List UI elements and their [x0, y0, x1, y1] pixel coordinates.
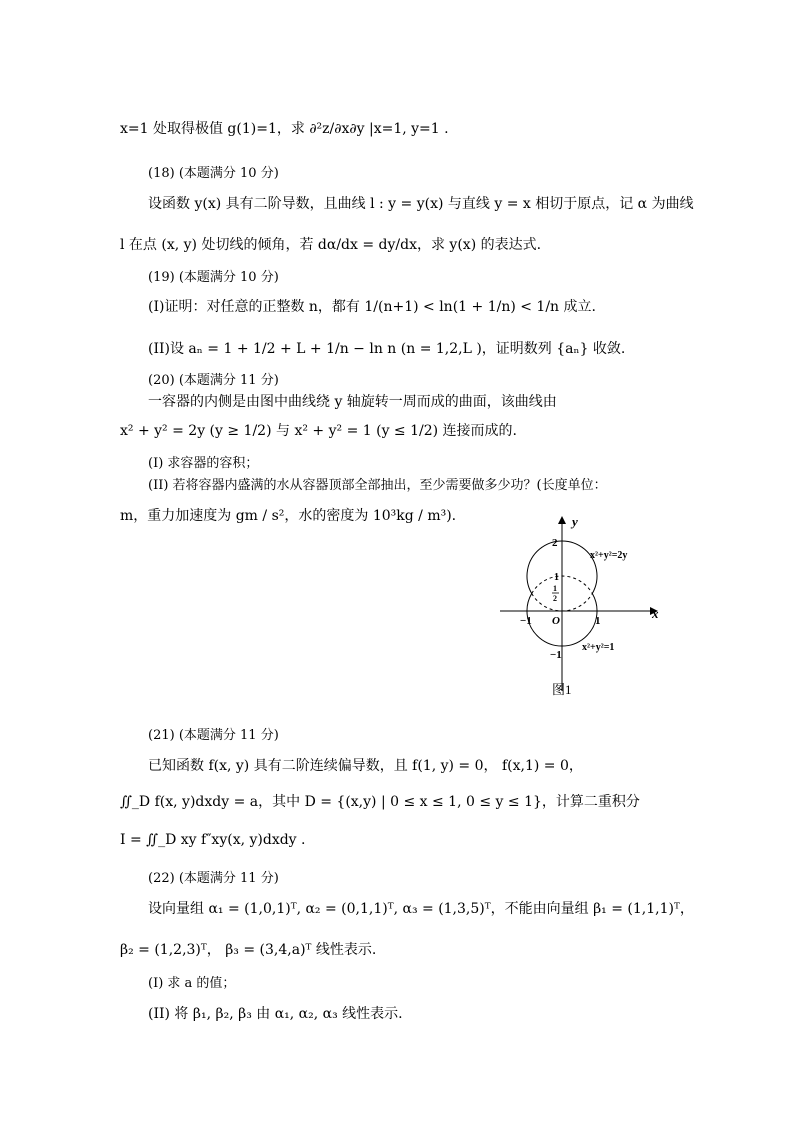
line-q17-tail: x=1 处取得极值 g(1)=1，求 ∂²z/∂x∂y |x=1, y=1 .: [120, 121, 449, 137]
q22-heading: (22) (本题满分 11 分): [148, 871, 279, 886]
q22-part-2: (II) 将 β₁, β₂, β₃ 由 α₁, α₂, α₃ 线性表示.: [148, 1006, 403, 1022]
x-axis-label: x: [652, 606, 659, 621]
y-arrow-icon: [558, 516, 566, 524]
q22-text-1: 设向量组 α₁ = (1,0,1)ᵀ, α₂ = (0,1,1)ᵀ, α₃ = (1,3,5)ᵀ，不能由向量组 β₁ = (1,1,1)ᵀ，: [148, 901, 694, 917]
tick-2: 2: [552, 537, 558, 549]
q21-heading: (21) (本题满分 11 分): [148, 728, 279, 743]
tick-1-y: 1: [554, 572, 559, 583]
figure-caption: 图1: [552, 682, 572, 697]
q18-heading: (18) (本题满分 10 分): [148, 166, 279, 181]
q22-part-1: (I) 求 a 的值；: [148, 976, 236, 991]
figure-1: [490, 506, 680, 706]
q20-part-2: (II) 若将容器内盛满的水从容器顶部全部抽出，至少需要做多少功？(长度单位：: [148, 478, 607, 493]
origin-label: O: [552, 615, 560, 627]
q20-text-2: x² + y² = 2y (y ≥ 1/2) 与 x² + y² = 1 (y ≤ 1/2) 连接而成的.: [120, 423, 517, 439]
q20-part-1: (I) 求容器的容积；: [148, 456, 259, 471]
q19-heading: (19) (本题满分 10 分): [148, 270, 279, 285]
q21-text-2: ∬_D f(x, y)dxdy = a，其中 D = {(x,y) | 0 ≤ x ≤ 1, 0 ≤ y ≤ 1}，计算二重积分: [120, 794, 640, 810]
tick-half-den: 2: [553, 594, 557, 603]
q20-units: m，重力加速度为 gm / s²，水的密度为 10³kg / m³).: [120, 508, 457, 524]
equation-lower: x²+y²=1: [582, 642, 615, 653]
q19-part-2: (II)设 aₙ = 1 + 1/2 + L + 1/n − ln n (n = 1,2,L )，证明数列 {aₙ} 收敛.: [148, 341, 626, 357]
tick-half-num: 1: [553, 584, 557, 593]
q21-text-1: 已知函数 f(x, y) 具有二阶连续偏导数，且 f(1, y) = 0， f(x,1) = 0，: [148, 758, 583, 774]
tick-neg1-x: −1: [520, 615, 532, 627]
q18-text-2: l 在点 (x, y) 处切线的倾角，若 dα/dx = dy/dx，求 y(x) 的表达式.: [120, 237, 542, 253]
q20-heading: (20) (本题满分 11 分): [148, 373, 279, 388]
equation-upper: x²+y²=2y: [590, 550, 628, 561]
q21-text-3: I = ∬_D xy f″xy(x, y)dxdy .: [120, 832, 306, 848]
y-axis-label: y: [572, 514, 578, 529]
q20-text-1: 一容器的内侧是由图中曲线绕 y 轴旋转一周而成的曲面，该曲线由: [148, 394, 557, 410]
q19-part-1: (I)证明：对任意的正整数 n，都有 1/(n+1) < ln(1 + 1/n) < 1/n 成立.: [148, 299, 596, 315]
tick-1-x: 1: [595, 615, 601, 627]
q22-text-2: β₂ = (1,2,3)ᵀ， β₃ = (3,4,a)ᵀ 线性表示.: [120, 942, 377, 958]
q18-text-1: 设函数 y(x) 具有二阶导数，且曲线 l : y = y(x) 与直线 y = x 相切于原点，记 α 为曲线: [148, 196, 694, 212]
tick-neg1-y: −1: [550, 649, 562, 661]
